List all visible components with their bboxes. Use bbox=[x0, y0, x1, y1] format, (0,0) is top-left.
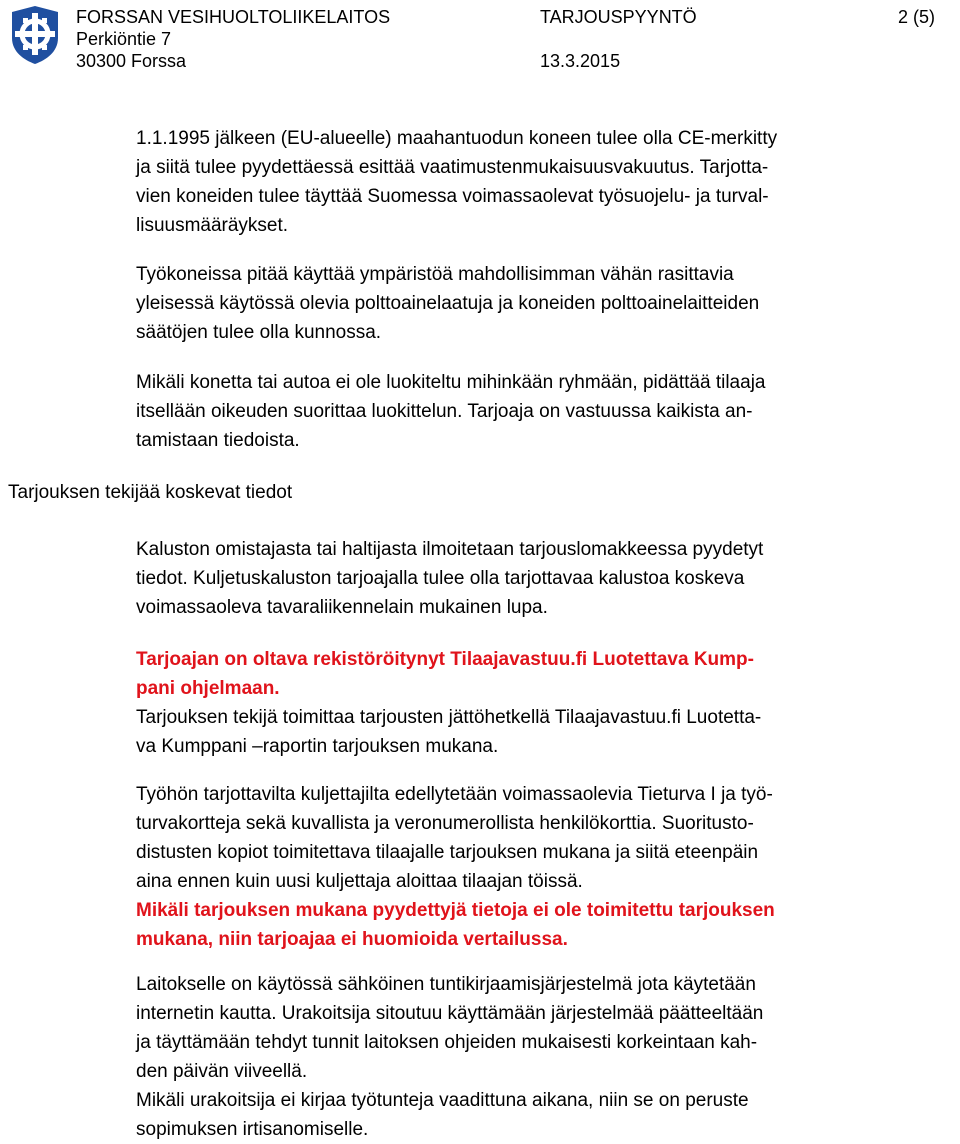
organization-logo-icon bbox=[6, 4, 64, 66]
emphasis-line: Mikäli tarjouksen mukana pyydettyjä tietoja ei ole toimitettu tarjouksen bbox=[136, 900, 775, 921]
text-line: vien koneiden tulee täyttää Suomessa voimassaolevat työsuojelu- ja turval- bbox=[136, 186, 769, 207]
text-line: turvakortteja sekä kuvallista ja veronumerollista henkilökorttia. Suoritusto- bbox=[136, 813, 754, 834]
text-line: säätöjen tulee olla kunnossa. bbox=[136, 322, 382, 343]
emphasis-line: mukana, niin tarjoajaa ei huomioida vertailussa. bbox=[136, 929, 568, 950]
text-line: Mikäli konetta tai autoa ei ole luokiteltu mihinkään ryhmään, pidättää tilaaja bbox=[136, 372, 766, 393]
text-line: tiedot. Kuljetuskaluston tarjoajalla tulee olla tarjottavaa kalustoa koskeva bbox=[136, 568, 745, 589]
text-line: ja täyttämään tehdyt tunnit laitoksen ohjeiden mukaisesti korkeintaan kah- bbox=[136, 1032, 758, 1053]
section-heading: Tarjouksen tekijää koskevat tiedot bbox=[8, 482, 293, 503]
paragraph-ownership bbox=[136, 535, 936, 622]
text-line: lisuusmääräykset. bbox=[136, 215, 289, 236]
emphasis-line: Tarjoajan on oltava rekistöröitynyt Tilaajavastuu.fi Luotettava Kump- bbox=[136, 649, 754, 670]
paragraph-ce-marking bbox=[136, 124, 936, 240]
document-title: TARJOUSPYYNTÖ bbox=[540, 7, 697, 27]
paragraph-classification bbox=[136, 368, 936, 455]
text-line: voimassaoleva tavaraliikennelain mukainen lupa. bbox=[136, 597, 548, 618]
text-line: yleisessä käytössä olevia polttoainelaatuja ja koneiden polttoainelaitteiden bbox=[136, 293, 760, 314]
text-line: distusten kopiot toimitettava tilaajalle tarjouksen mukana ja siitä eteenpäin bbox=[136, 842, 759, 863]
paragraph-registration bbox=[136, 645, 936, 761]
paragraph-time-reporting bbox=[136, 970, 936, 1144]
text-line: 1.1.1995 jälkeen (EU-alueelle) maahantuodun koneen tulee olla CE-merkitty bbox=[136, 128, 778, 149]
organization-name: FORSSAN VESIHUOLTOLIIKELAITOS bbox=[76, 7, 391, 27]
text-line: ja siitä tulee pyydettäessä esittää vaatimustenmukaisuusvakuutus. Tarjotta- bbox=[136, 157, 769, 178]
text-line: Kaluston omistajasta tai haltijasta ilmoitetaan tarjouslomakkeessa pyydetyt bbox=[136, 539, 764, 560]
address-street: Perkiöntie 7 bbox=[76, 29, 172, 49]
text-line: den päivän viiveellä. bbox=[136, 1061, 308, 1082]
emphasis-line: pani ohjelmaan. bbox=[136, 678, 280, 699]
document-date: 13.3.2015 bbox=[540, 51, 621, 71]
text-line: Mikäli urakoitsija ei kirjaa työtunteja vaadittuna aikana, niin se on peruste bbox=[136, 1090, 749, 1111]
text-line: tamistaan tiedoista. bbox=[136, 430, 300, 451]
text-line: Työhön tarjottavilta kuljettajilta edellytetään voimassaolevia Tieturva I ja työ- bbox=[136, 784, 773, 805]
text-line: Laitokselle on käytössä sähköinen tuntikirjaamisjärjestelmä jota käytetään bbox=[136, 974, 756, 995]
text-line: Tarjouksen tekijä toimittaa tarjousten jättöhetkellä Tilaajavastuu.fi Luotetta- bbox=[136, 707, 762, 728]
text-line: internetin kautta. Urakoitsija sitoutuu käyttämään järjestelmää päätteeltään bbox=[136, 1003, 764, 1024]
paragraph-fuel-quality bbox=[136, 260, 936, 347]
text-line: aina ennen kuin uusi kuljettaja aloittaa tilaajan töissä. bbox=[136, 871, 583, 892]
text-line: sopimuksen irtisanomiselle. bbox=[136, 1119, 369, 1140]
text-line: Työkoneissa pitää käyttää ympäristöä mahdollisimman vähän rasittavia bbox=[136, 264, 734, 285]
text-line: itsellään oikeuden suorittaa luokittelun. Tarjoaja on vastuussa kaikista an- bbox=[136, 401, 753, 422]
text-line: va Kumppani –raportin tarjouksen mukana. bbox=[136, 736, 499, 757]
address-postal: 30300 Forssa bbox=[76, 51, 187, 71]
paragraph-drivers bbox=[136, 780, 936, 954]
page-number: 2 (5) bbox=[898, 7, 936, 27]
